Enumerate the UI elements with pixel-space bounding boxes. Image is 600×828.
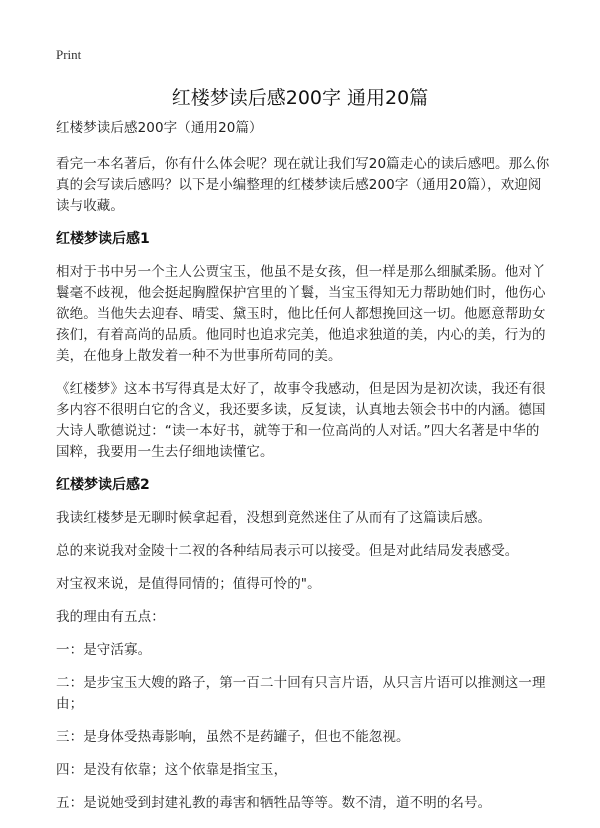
- section2-paragraph: 对宝衩来说，是值得同情的；值得可怜的"。: [56, 576, 321, 592]
- section2-paragraph: 我的理由有五点：: [56, 609, 165, 625]
- article-body: [56, 118, 552, 826]
- section-heading-1: 红楼梦读后感1: [56, 231, 150, 247]
- section2-paragraph: 二：是步宝玉大嫂的路子，第一百二十回有只言片语，从只言片语可以推测这一理由；: [56, 675, 546, 712]
- section2-paragraph: 三：是身体受热毒影响，虽然不是药罐子，但也不能忽视。: [56, 729, 410, 745]
- section2-paragraph: 我读红楼梦是无聊时候拿起看，没想到竟然迷住了从而有了这篇读后感。: [56, 510, 492, 526]
- section1-paragraph: 《红楼梦》这本书写得真是太好了，故事令我感动，但是因为是初次读，我还有很多内容不很明白它的含义，我还要多读，反复读，认真地去领会书中的内涵。德国大诗人歌德说过：“读一本好书，就等于和一位高尚的人对话。”四大名著是中华的国粹，我要用一生去仔细地读懂它。: [56, 381, 546, 460]
- article-subtitle: 红楼梦读后感200字（通用20篇）: [56, 120, 263, 136]
- section2-paragraph: 五：是说她受到封建礼教的毒害和牺牲品等等。数不清，道不明的名号。: [56, 795, 492, 811]
- section-heading-2: 红楼梦读后感2: [56, 477, 150, 493]
- intro-paragraph: 看完一本名著后，你有什么体会呢？现在就让我们写20篇走心的读后感吧。那么你真的会写读后感吗？以下是小编整理的红楼梦读后感200字（通用20篇），欢迎阅读与收藏。: [56, 156, 550, 214]
- print-label: Print: [56, 47, 82, 62]
- section2-paragraph: 一：是守活寡。: [56, 642, 152, 658]
- section2-paragraph: 四：是没有依靠；这个依靠是指宝玉，: [56, 762, 288, 778]
- section2-paragraph: 总的来说我对金陵十二衩的各种结局表示可以接受。但是对此结局发表感受。: [56, 543, 519, 559]
- page-title: 红楼梦读后感200字 通用20篇: [171, 87, 429, 109]
- section1-paragraph: 相对于书中另一个主人公贾宝玉，他虽不是女孩，但一样是那么细腻柔肠。他对丫鬟毫不歧视，他会挺起胸膛保护宫里的丫鬟，当宝玉得知无力帮助她们时，他伤心欲绝。当他失去迎春、晴雯、黛玉时，他比任何人都想挽回这一切。他愿意帮助女孩们，有着高尚的品质。他同时也追求完美，他追求独道的美，内心的美，行为的美，在他身上散发着一种不为世事所苟同的美。: [56, 264, 546, 364]
